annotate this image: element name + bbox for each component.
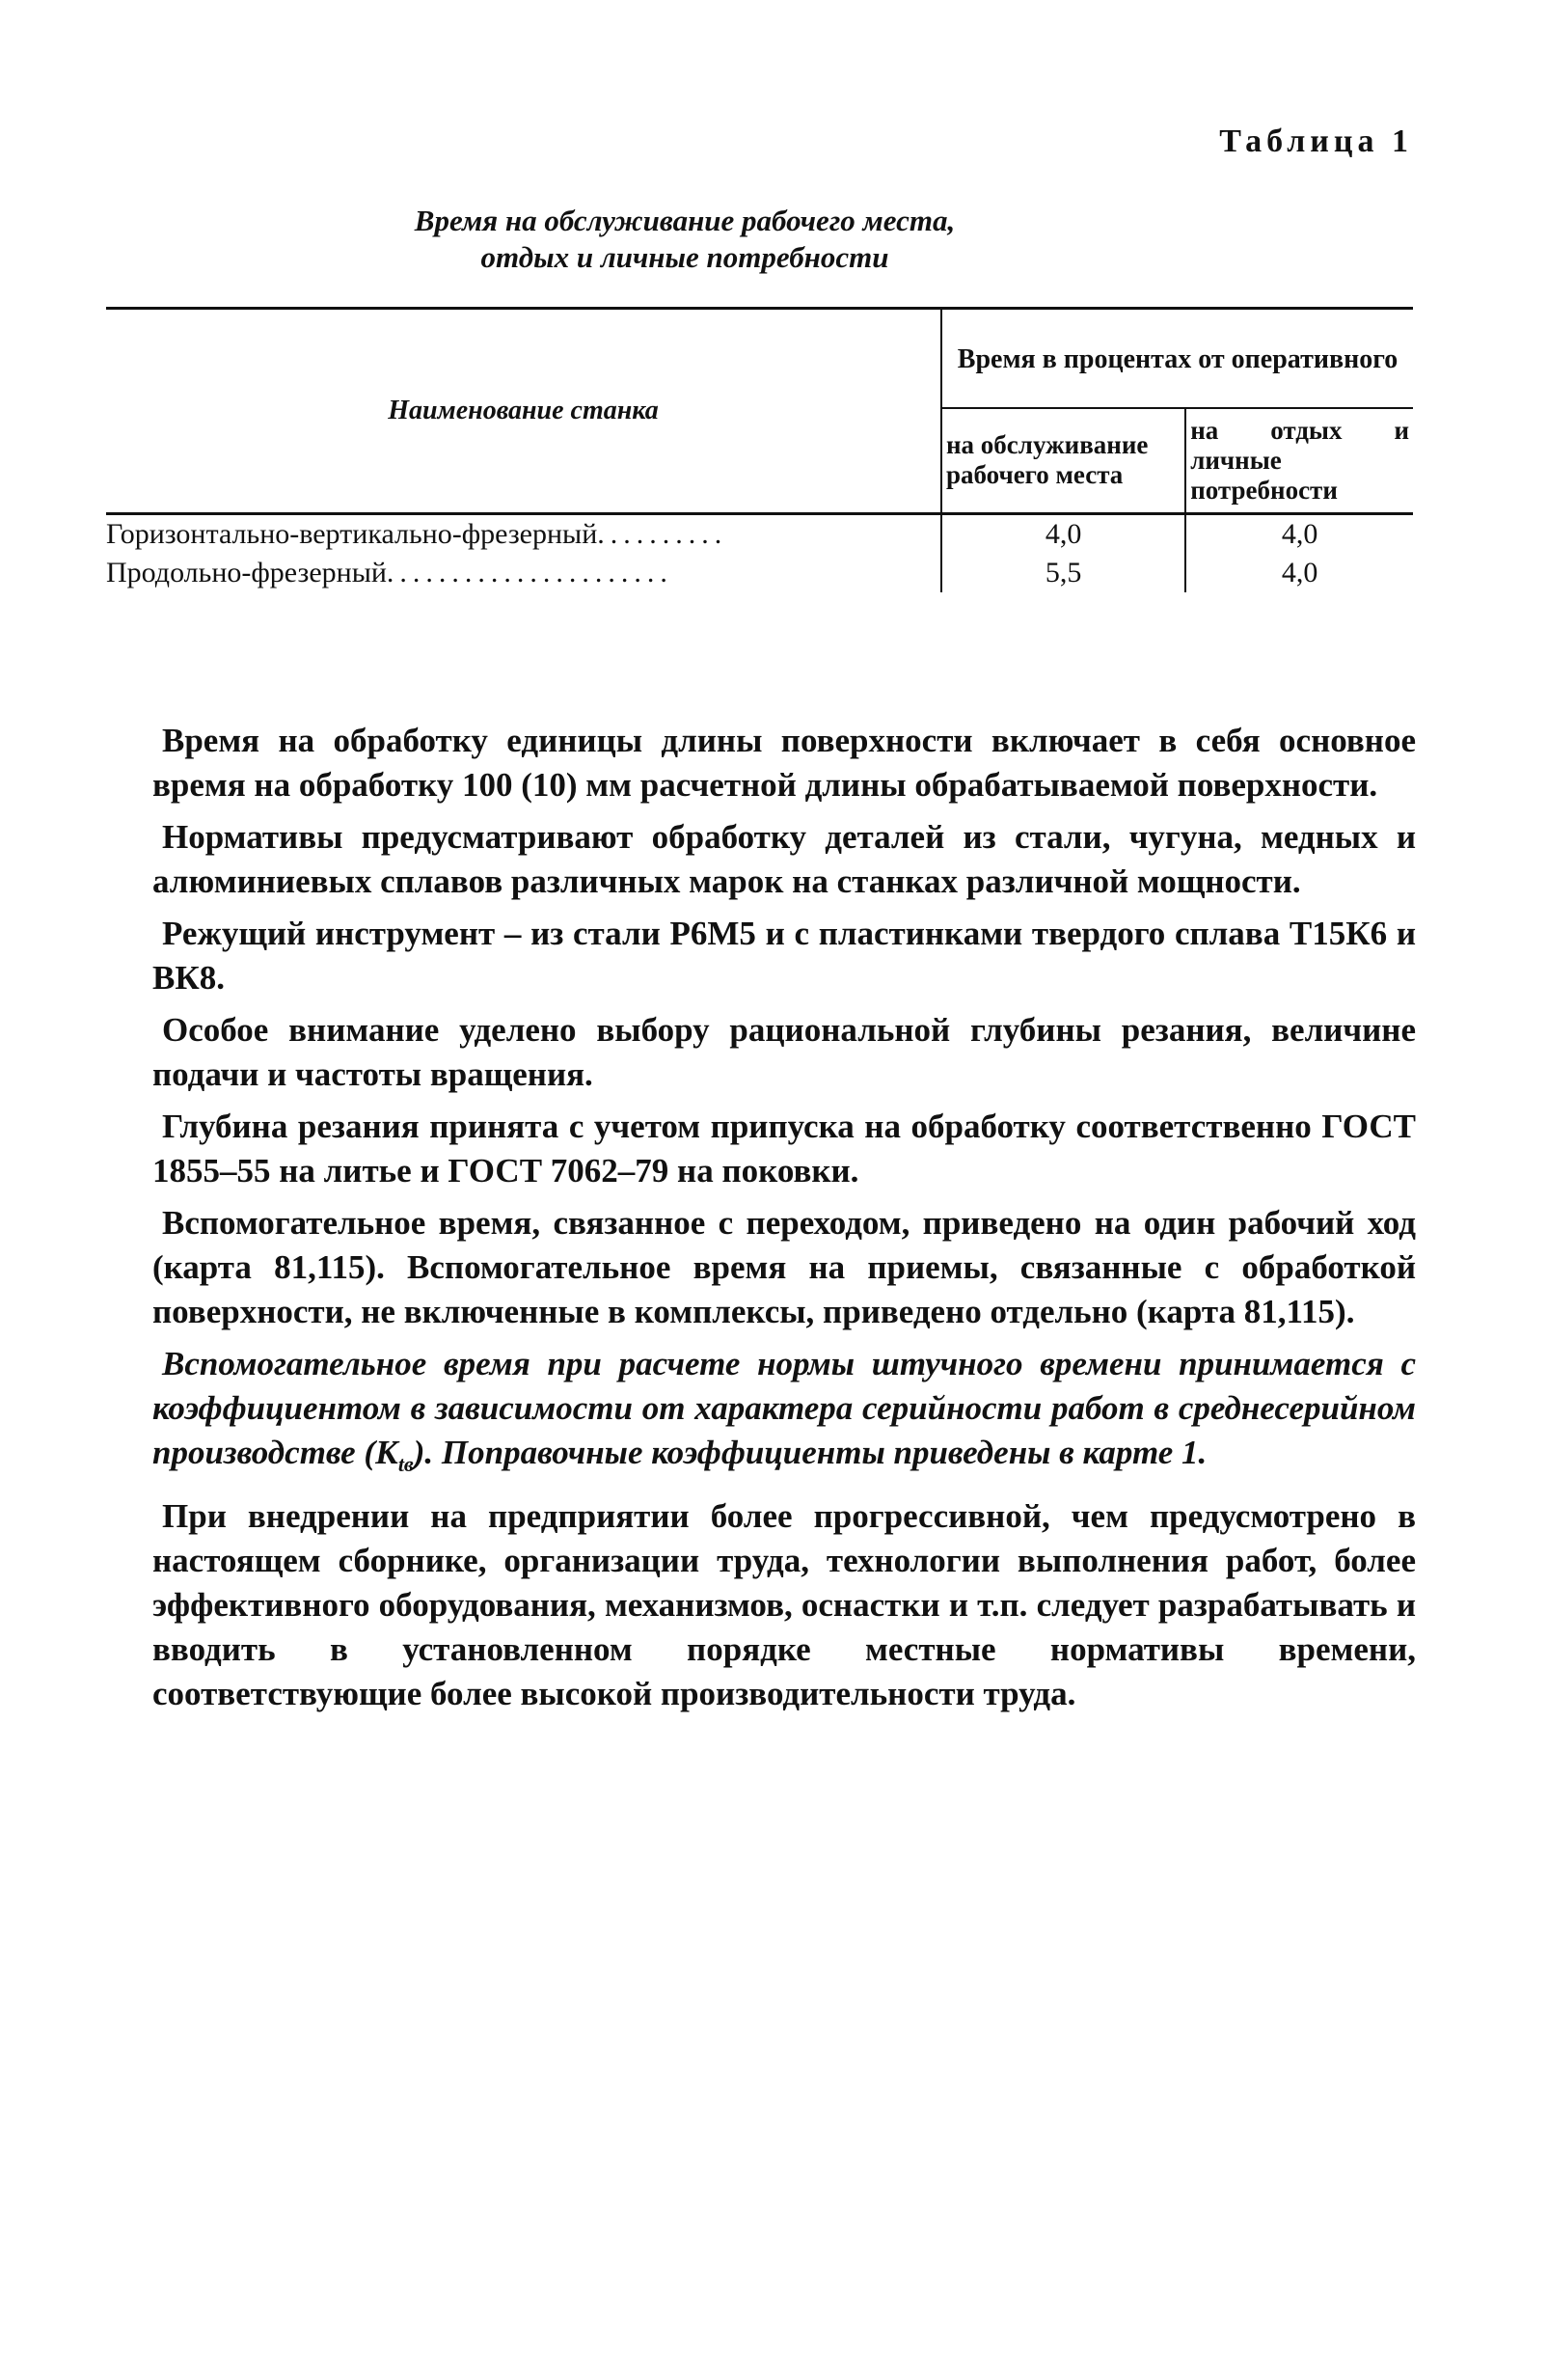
leader-dots: ..........	[597, 518, 728, 550]
machine-name: Горизонтально-вертикально-фрезерный	[106, 518, 598, 550]
paragraph-coefficient-part2: ). Поправочные коэффициенты приведены в карте 1.	[413, 1434, 1208, 1471]
col-name-header: Наименование станка	[106, 309, 941, 514]
body-text	[152, 719, 1416, 1724]
table-label: Таблица 1	[1219, 123, 1413, 159]
table-caption	[367, 203, 1003, 276]
table-caption-line2: отдых и личные потребности	[480, 240, 889, 274]
col-rest-header: на отдых и личные потребности	[1185, 408, 1413, 514]
paragraph-cutting-tool: Режущий инструмент – из стали Р6М5 и с пластинками твердого сплава Т15К6 и ВК8.	[152, 915, 1416, 997]
machine-name-cell	[106, 554, 941, 592]
paragraph-coefficient	[152, 1342, 1416, 1487]
table-row	[106, 554, 1413, 592]
coefficient-subscript: tв	[397, 1452, 414, 1476]
leader-dots: ......................	[386, 557, 673, 588]
table-caption-line1: Время на обслуживание рабочего места,	[414, 204, 956, 237]
paragraph-cutting-depth-choice: Особое внимание уделено выбору рациональной глубины резания, величине подачи и частоты вращения.	[152, 1011, 1416, 1093]
rest-value: 4,0	[1185, 514, 1413, 555]
paragraph-auxiliary-time: Вспомогательное время, связанное с переходом, приведено на один рабочий ход (карта 81,115). Вспомогательное время на приемы, связанные с обработкой поверхности, не включенные в комплексы, приведено отдельно (карта 81,115).	[152, 1204, 1416, 1330]
machine-name: Продольно-фрезерный	[106, 557, 387, 588]
rest-value: 4,0	[1185, 554, 1413, 592]
service-value: 4,0	[941, 514, 1185, 555]
service-value: 5,5	[941, 554, 1185, 592]
paragraph-cutting-depth-gost: Глубина резания принята с учетом припуска на обработку соответственно ГОСТ 1855–55 на литье и ГОСТ 7062–79 на поковки.	[152, 1108, 1416, 1190]
machine-name-cell	[106, 514, 941, 555]
norms-table	[106, 307, 1413, 592]
paragraph-materials: Нормативы предусматривают обработку деталей из стали, чугуна, медных и алюминиевых сплавов различных марок на станках различной мощности.	[152, 818, 1416, 900]
col-service-header: на обслуживание рабочего места	[941, 408, 1185, 514]
col-group-header: Время в процентах от оперативного	[941, 309, 1413, 408]
paragraph-processing-time: Время на обработку единицы длины поверхности включает в себя основное время на обработку 100 (10) мм расчетной длины обрабатываемой поверхности.	[152, 722, 1416, 804]
paragraph-local-norms: При внедрении на предприятии более прогрессивной, чем предусмотрено в настоящем сборнике, организации труда, технологии выполнения работ, более эффективного оборудования, механизмов, оснастки и т.п. следует разрабатывать и вводить в установленном порядке местные нормативы времени, соответствующие более высокой производительности труда.	[152, 1497, 1416, 1712]
table-row	[106, 514, 1413, 555]
paragraph-coefficient-part1: Вспомогательное время при расчете нормы штучного времени принимается с коэффициентом в зависимости от характера серийности работ в среднесерийном производстве (К	[152, 1345, 1416, 1471]
